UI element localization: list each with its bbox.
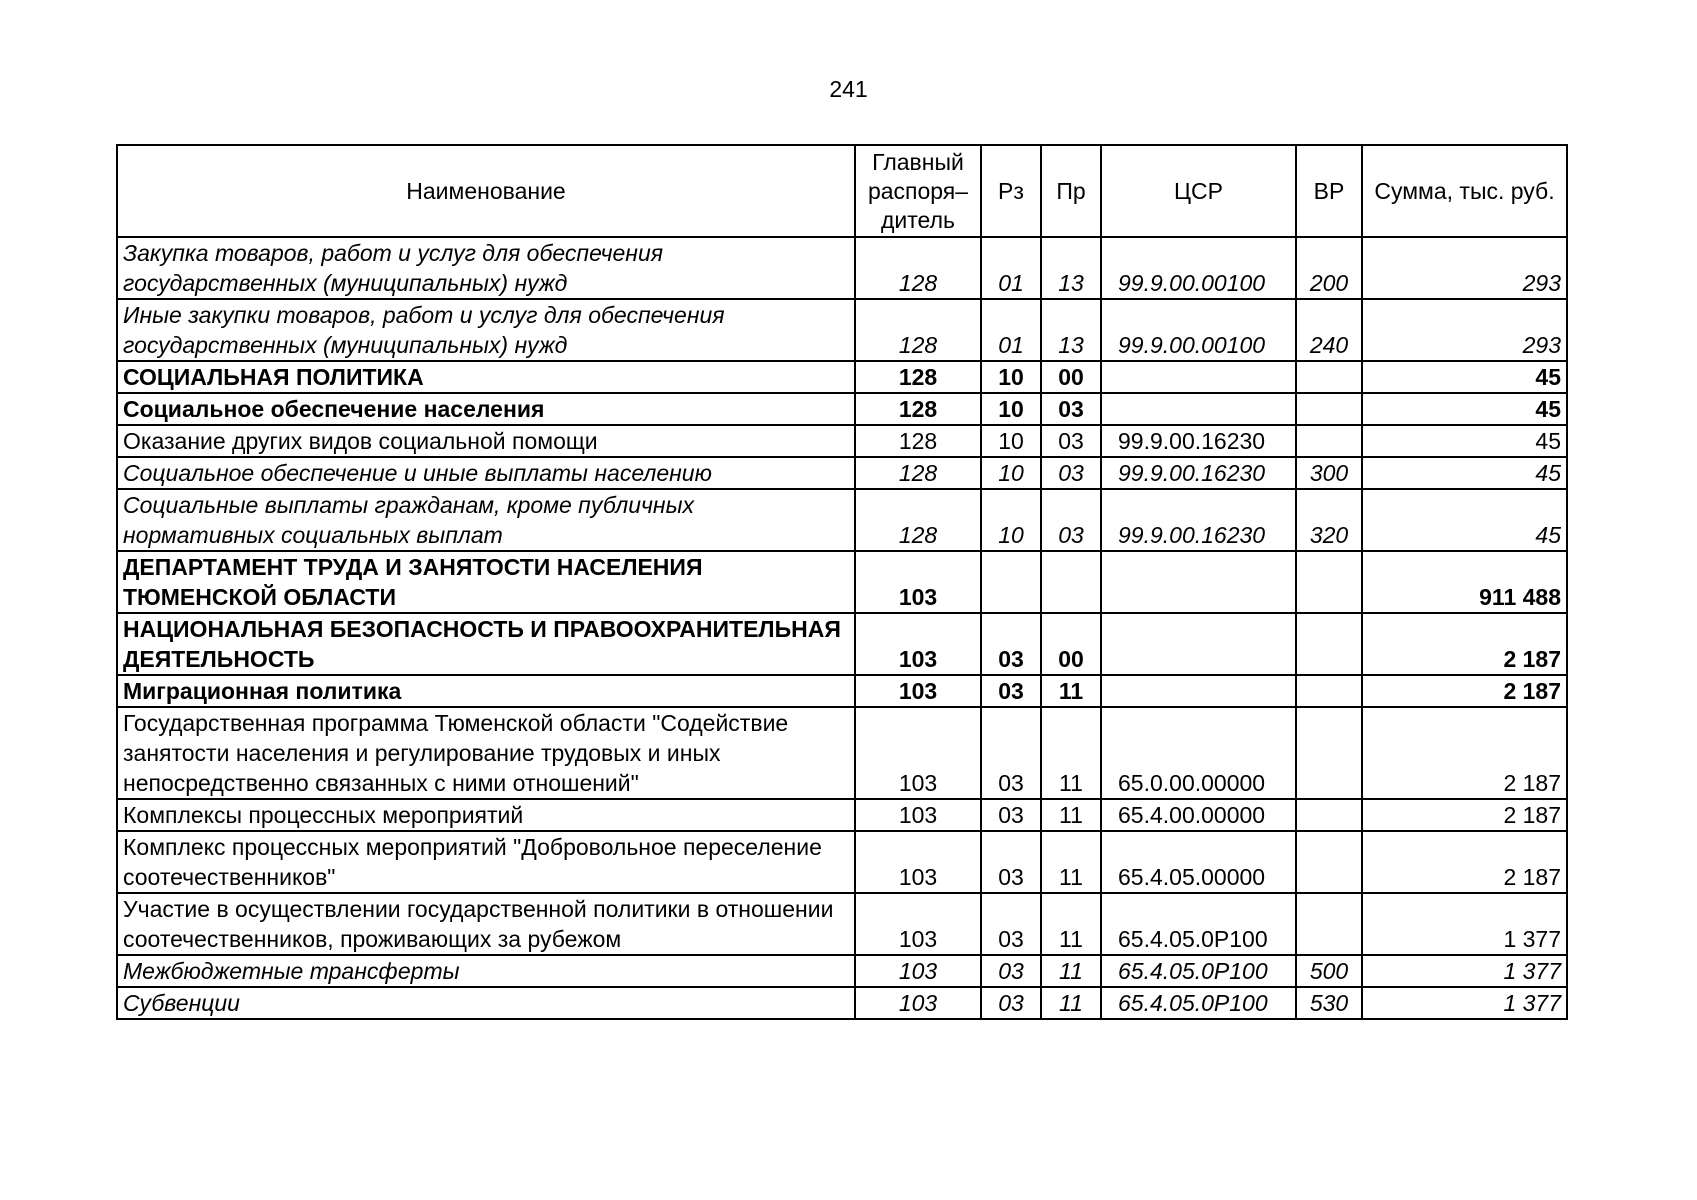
cell-expense-type bbox=[1296, 613, 1362, 675]
cell-section: 10 bbox=[981, 425, 1041, 457]
cell-expense-type: 500 bbox=[1296, 955, 1362, 987]
table-row bbox=[117, 893, 1567, 955]
cell-amount: 45 bbox=[1362, 425, 1567, 457]
table-row bbox=[117, 707, 1567, 799]
cell-name: Закупка товаров, работ и услуг для обеспечения государственных (муниципальных) нужд bbox=[117, 237, 855, 299]
cell-section: 03 bbox=[981, 799, 1041, 831]
cell-section: 03 bbox=[981, 613, 1041, 675]
cell-section: 10 bbox=[981, 393, 1041, 425]
cell-expense-type bbox=[1296, 831, 1362, 893]
cell-subsection: 03 bbox=[1041, 425, 1101, 457]
cell-amount: 2 187 bbox=[1362, 613, 1567, 675]
cell-name: Оказание других видов социальной помощи bbox=[117, 425, 855, 457]
cell-chief-manager: 128 bbox=[855, 489, 981, 551]
cell-chief-manager: 103 bbox=[855, 613, 981, 675]
cell-target-article: 65.4.00.00000 bbox=[1101, 799, 1296, 831]
cell-expense-type bbox=[1296, 551, 1362, 613]
cell-amount: 293 bbox=[1362, 299, 1567, 361]
cell-expense-type bbox=[1296, 393, 1362, 425]
cell-expense-type bbox=[1296, 425, 1362, 457]
cell-subsection: 03 bbox=[1041, 457, 1101, 489]
table-row bbox=[117, 987, 1567, 1019]
table-row bbox=[117, 831, 1567, 893]
table-row bbox=[117, 457, 1567, 489]
cell-section: 01 bbox=[981, 299, 1041, 361]
header-section: Рз bbox=[981, 145, 1041, 237]
cell-section: 03 bbox=[981, 707, 1041, 799]
cell-name: Комплекс процессных мероприятий "Добровольное переселение соотечественников" bbox=[117, 831, 855, 893]
cell-amount: 2 187 bbox=[1362, 675, 1567, 707]
cell-section: 03 bbox=[981, 675, 1041, 707]
cell-subsection: 00 bbox=[1041, 613, 1101, 675]
cell-subsection: 11 bbox=[1041, 955, 1101, 987]
cell-subsection: 00 bbox=[1041, 361, 1101, 393]
cell-subsection: 11 bbox=[1041, 987, 1101, 1019]
cell-target-article bbox=[1101, 675, 1296, 707]
cell-expense-type: 200 bbox=[1296, 237, 1362, 299]
cell-amount: 2 187 bbox=[1362, 707, 1567, 799]
cell-section: 10 bbox=[981, 361, 1041, 393]
header-target-article: ЦСР bbox=[1101, 145, 1296, 237]
cell-target-article bbox=[1101, 393, 1296, 425]
cell-expense-type bbox=[1296, 707, 1362, 799]
cell-section: 03 bbox=[981, 831, 1041, 893]
cell-target-article: 99.9.00.00100 bbox=[1101, 299, 1296, 361]
cell-name: Социальное обеспечение населения bbox=[117, 393, 855, 425]
cell-expense-type: 530 bbox=[1296, 987, 1362, 1019]
cell-chief-manager: 103 bbox=[855, 831, 981, 893]
cell-target-article: 99.9.00.16230 bbox=[1101, 489, 1296, 551]
cell-section: 03 bbox=[981, 955, 1041, 987]
cell-target-article bbox=[1101, 613, 1296, 675]
header-chief-manager: Главный распоря– дитель bbox=[855, 145, 981, 237]
cell-name: Субвенции bbox=[117, 987, 855, 1019]
cell-name: ДЕПАРТАМЕНТ ТРУДА И ЗАНЯТОСТИ НАСЕЛЕНИЯ ТЮМЕНСКОЙ ОБЛАСТИ bbox=[117, 551, 855, 613]
cell-target-article: 99.9.00.16230 bbox=[1101, 457, 1296, 489]
cell-amount: 45 bbox=[1362, 489, 1567, 551]
header-amount: Сумма, тыс. руб. bbox=[1362, 145, 1567, 237]
cell-amount: 45 bbox=[1362, 361, 1567, 393]
cell-name: Иные закупки товаров, работ и услуг для обеспечения государственных (муниципальных) нужд bbox=[117, 299, 855, 361]
cell-expense-type bbox=[1296, 361, 1362, 393]
cell-section bbox=[981, 551, 1041, 613]
cell-target-article: 65.4.05.0Р100 bbox=[1101, 955, 1296, 987]
cell-subsection bbox=[1041, 551, 1101, 613]
cell-subsection: 13 bbox=[1041, 237, 1101, 299]
table-row bbox=[117, 489, 1567, 551]
cell-chief-manager: 128 bbox=[855, 237, 981, 299]
cell-name: Социальное обеспечение и иные выплаты населению bbox=[117, 457, 855, 489]
cell-chief-manager: 103 bbox=[855, 675, 981, 707]
table-row bbox=[117, 613, 1567, 675]
cell-section: 03 bbox=[981, 987, 1041, 1019]
cell-section: 03 bbox=[981, 893, 1041, 955]
cell-name: Социальные выплаты гражданам, кроме публичных нормативных социальных выплат bbox=[117, 489, 855, 551]
cell-section: 10 bbox=[981, 489, 1041, 551]
table-row bbox=[117, 299, 1567, 361]
cell-amount: 2 187 bbox=[1362, 831, 1567, 893]
cell-chief-manager: 128 bbox=[855, 299, 981, 361]
cell-target-article: 99.9.00.16230 bbox=[1101, 425, 1296, 457]
cell-expense-type bbox=[1296, 675, 1362, 707]
cell-amount: 45 bbox=[1362, 457, 1567, 489]
cell-chief-manager: 103 bbox=[855, 955, 981, 987]
table-header bbox=[117, 145, 1567, 237]
cell-chief-manager: 128 bbox=[855, 425, 981, 457]
table-row bbox=[117, 425, 1567, 457]
page-number: 241 bbox=[829, 76, 868, 102]
cell-chief-manager: 103 bbox=[855, 799, 981, 831]
cell-subsection: 11 bbox=[1041, 675, 1101, 707]
cell-chief-manager: 128 bbox=[855, 457, 981, 489]
cell-target-article: 65.4.05.0Р100 bbox=[1101, 987, 1296, 1019]
cell-name: НАЦИОНАЛЬНАЯ БЕЗОПАСНОСТЬ И ПРАВООХРАНИТЕЛЬНАЯ ДЕЯТЕЛЬНОСТЬ bbox=[117, 613, 855, 675]
cell-amount: 1 377 bbox=[1362, 987, 1567, 1019]
header-subsection: Пр bbox=[1041, 145, 1101, 237]
cell-subsection: 13 bbox=[1041, 299, 1101, 361]
cell-expense-type bbox=[1296, 799, 1362, 831]
cell-chief-manager: 103 bbox=[855, 987, 981, 1019]
cell-chief-manager: 128 bbox=[855, 393, 981, 425]
cell-chief-manager: 103 bbox=[855, 551, 981, 613]
cell-target-article bbox=[1101, 551, 1296, 613]
cell-amount: 1 377 bbox=[1362, 893, 1567, 955]
cell-amount: 293 bbox=[1362, 237, 1567, 299]
cell-expense-type bbox=[1296, 893, 1362, 955]
cell-expense-type: 320 bbox=[1296, 489, 1362, 551]
cell-name: Миграционная политика bbox=[117, 675, 855, 707]
cell-target-article: 65.4.05.00000 bbox=[1101, 831, 1296, 893]
cell-name: Государственная программа Тюменской области "Содействие занятости населения и регулирование трудовых и иных непосредственно связанных с ними отношений" bbox=[117, 707, 855, 799]
table-row bbox=[117, 551, 1567, 613]
cell-expense-type: 240 bbox=[1296, 299, 1362, 361]
cell-target-article bbox=[1101, 361, 1296, 393]
header-expense-type: ВР bbox=[1296, 145, 1362, 237]
cell-section: 01 bbox=[981, 237, 1041, 299]
budget-table bbox=[116, 144, 1568, 1020]
cell-amount: 45 bbox=[1362, 393, 1567, 425]
cell-name: Комплексы процессных мероприятий bbox=[117, 799, 855, 831]
cell-target-article: 65.4.05.0Р100 bbox=[1101, 893, 1296, 955]
cell-name: Межбюджетные трансферты bbox=[117, 955, 855, 987]
table-row bbox=[117, 237, 1567, 299]
table-row bbox=[117, 361, 1567, 393]
cell-expense-type: 300 bbox=[1296, 457, 1362, 489]
cell-amount: 2 187 bbox=[1362, 799, 1567, 831]
cell-subsection: 11 bbox=[1041, 799, 1101, 831]
table-row bbox=[117, 955, 1567, 987]
cell-section: 10 bbox=[981, 457, 1041, 489]
cell-name: Участие в осуществлении государственной политики в отношении соотечественников, проживающих за рубежом bbox=[117, 893, 855, 955]
header-name: Наименование bbox=[117, 145, 855, 237]
table-row bbox=[117, 393, 1567, 425]
cell-subsection: 11 bbox=[1041, 831, 1101, 893]
table-row bbox=[117, 675, 1567, 707]
cell-chief-manager: 128 bbox=[855, 361, 981, 393]
cell-subsection: 03 bbox=[1041, 489, 1101, 551]
table-body bbox=[117, 237, 1567, 1019]
cell-name: СОЦИАЛЬНАЯ ПОЛИТИКА bbox=[117, 361, 855, 393]
header-row bbox=[117, 145, 1567, 237]
table-row bbox=[117, 799, 1567, 831]
cell-subsection: 11 bbox=[1041, 893, 1101, 955]
cell-target-article: 65.0.00.00000 bbox=[1101, 707, 1296, 799]
cell-amount: 1 377 bbox=[1362, 955, 1567, 987]
cell-chief-manager: 103 bbox=[855, 707, 981, 799]
cell-amount: 911 488 bbox=[1362, 551, 1567, 613]
cell-target-article: 99.9.00.00100 bbox=[1101, 237, 1296, 299]
cell-chief-manager: 103 bbox=[855, 893, 981, 955]
cell-subsection: 03 bbox=[1041, 393, 1101, 425]
cell-subsection: 11 bbox=[1041, 707, 1101, 799]
